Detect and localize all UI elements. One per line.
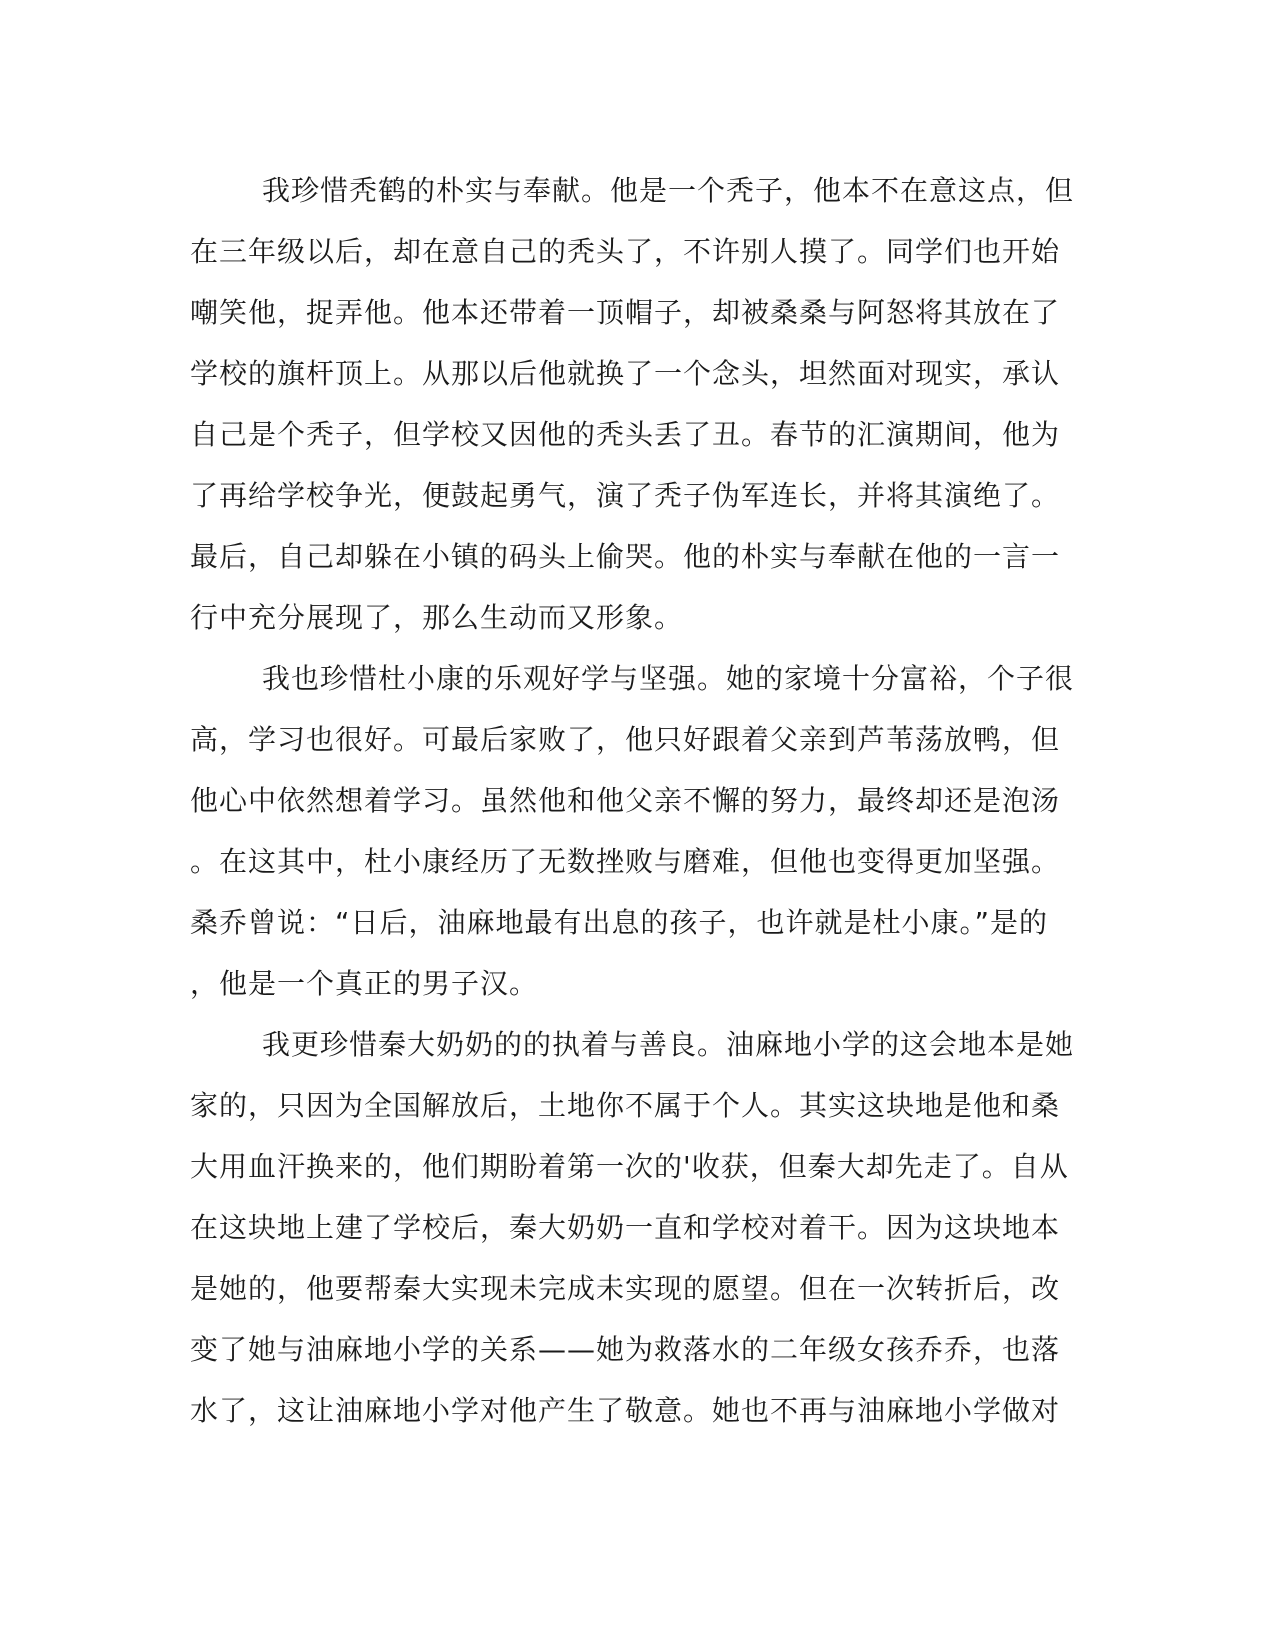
text-line: 桑乔曾说：“日后，油麻地最有出息的孩子，也许就是杜小康。”是的 xyxy=(190,906,1049,939)
paragraph-3 xyxy=(190,1014,1090,1441)
paragraph-1 xyxy=(190,160,1090,648)
paragraph-2 xyxy=(190,648,1090,1014)
text-line: ，他是一个真正的男子汉。 xyxy=(190,967,539,1000)
text-line: 嘲笑他，捉弄他。他本还带着一顶帽子，却被桑桑与阿怒将其放在了 xyxy=(190,296,1061,329)
text-line: 行中充分展现了，那么生动而又形象。 xyxy=(190,601,684,634)
text-line: 大用血汗换来的，他们期盼着第一次的'收获，但秦大却先走了。自从 xyxy=(190,1150,1069,1183)
text-line: 是她的，他要帮秦大实现未完成未实现的愿望。但在一次转折后，改 xyxy=(190,1272,1061,1305)
text-line: 。在这其中，杜小康经历了无数挫败与磨难，但他也变得更加坚强。 xyxy=(190,845,1061,878)
text-line: 学校的旗杆顶上。从那以后他就换了一个念头，坦然面对现实，承认 xyxy=(190,357,1061,390)
document-body xyxy=(190,160,1090,1441)
text-line: 最后，自己却躲在小镇的码头上偷哭。他的朴实与奉献在他的一言一 xyxy=(190,540,1061,573)
text-line: 高，学习也很好。可最后家败了，他只好跟着父亲到芦苇荡放鸭，但 xyxy=(190,723,1061,756)
text-line: 他心中依然想着学习。虽然他和他父亲不懈的努力，最终却还是泡汤 xyxy=(190,784,1061,817)
text-line: 我更珍惜秦大奶奶的的执着与善良。油麻地小学的这会地本是她 xyxy=(262,1028,1075,1061)
text-line: 在三年级以后，却在意自己的秃头了，不许别人摸了。同学们也开始 xyxy=(190,235,1061,268)
text-line: 我珍惜秃鹤的朴实与奉献。他是一个秃子，他本不在意这点，但 xyxy=(262,174,1075,207)
text-line: 家的，只因为全国解放后，土地你不属于个人。其实这块地是他和桑 xyxy=(190,1089,1061,1122)
text-line: 了再给学校争光，便鼓起勇气，演了秃子伪军连长，并将其演绝了。 xyxy=(190,479,1061,512)
text-line: 变了她与油麻地小学的关系——她为救落水的二年级女孩乔乔，也落 xyxy=(190,1333,1061,1366)
text-line: 水了，这让油麻地小学对他产生了敬意。她也不再与油麻地小学做对 xyxy=(190,1394,1061,1427)
text-line: 我也珍惜杜小康的乐观好学与坚强。她的家境十分富裕，个子很 xyxy=(262,662,1075,695)
text-line: 在这块地上建了学校后，秦大奶奶一直和学校对着干。因为这块地本 xyxy=(190,1211,1061,1244)
text-line: 自己是个秃子，但学校又因他的秃头丢了丑。春节的汇演期间，他为 xyxy=(190,418,1061,451)
